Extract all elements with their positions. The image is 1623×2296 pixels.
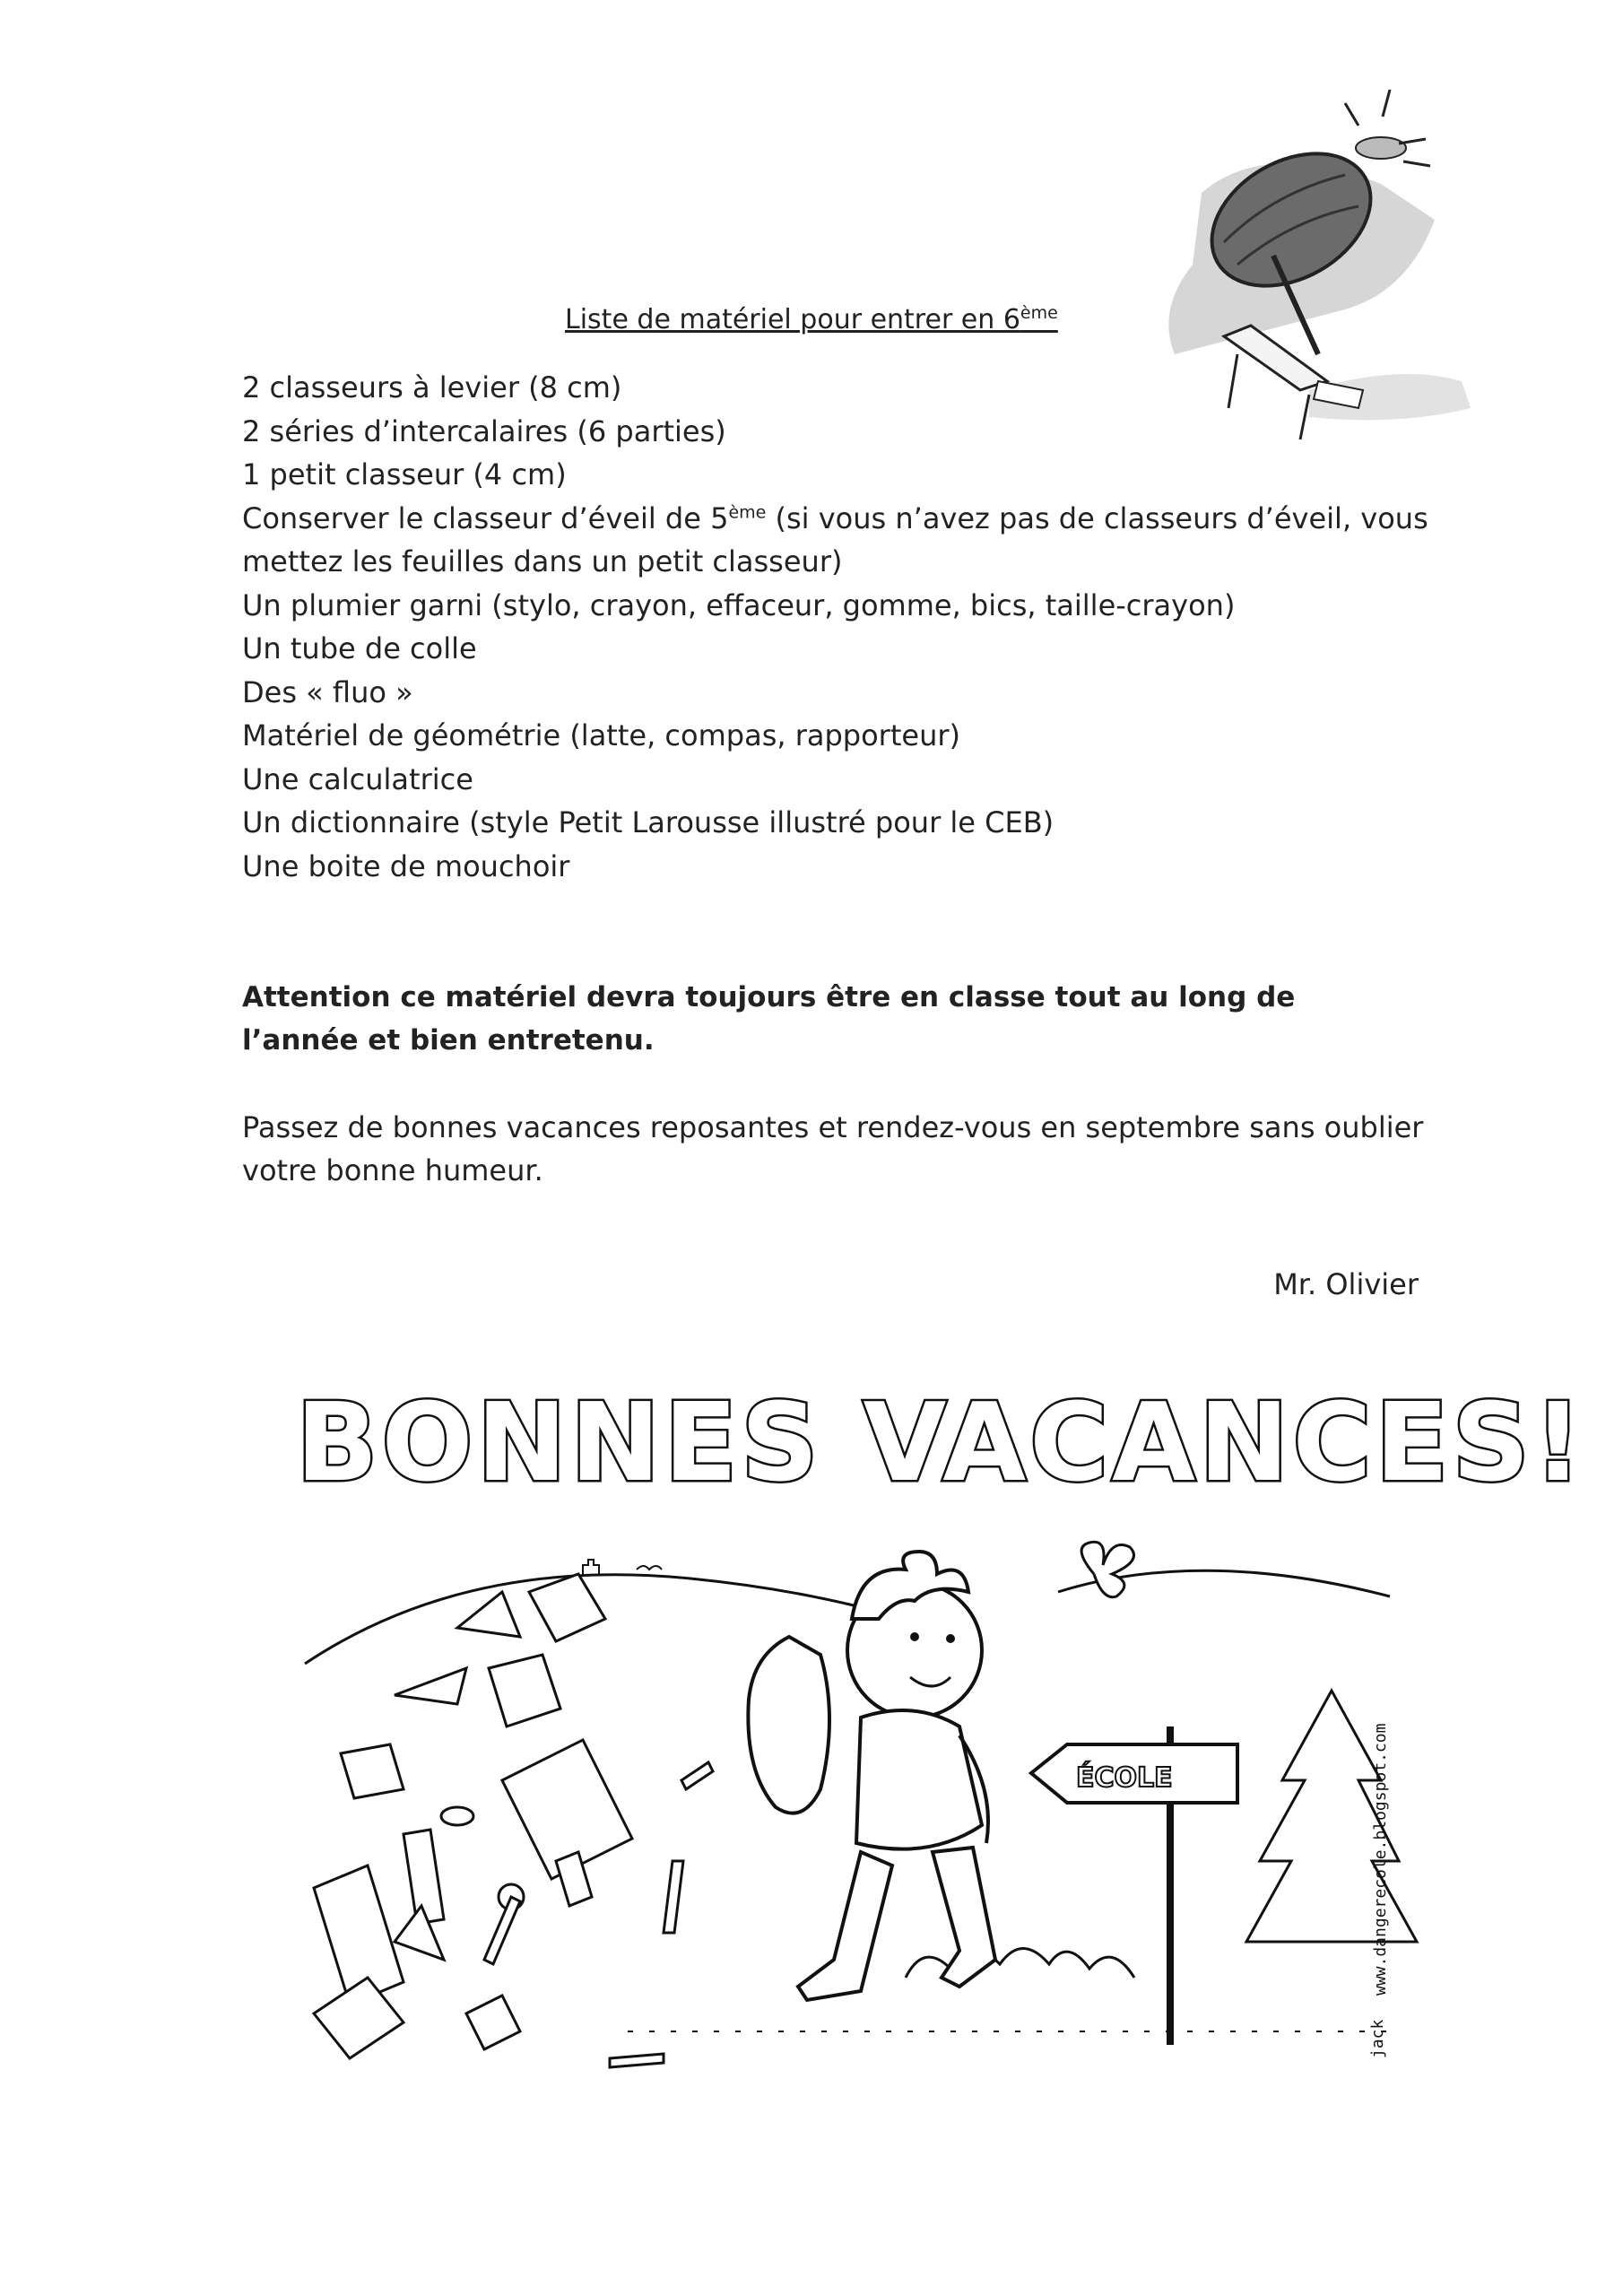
list-title <box>565 303 1058 335</box>
list-item: 1 petit classeur (4 cm) <box>242 457 567 491</box>
closing-message: Passez de bonnes vacances reposantes et rendez-vous en septembre sans oublier votre bonne humeur. <box>242 1110 1424 1187</box>
website-credit: www.dangerecole.blogspot.com <box>1371 1723 1390 1996</box>
list-item: Un dictionnaire (style Petit Larousse illustré pour le CEB) <box>242 805 1055 839</box>
list-item-text: (si vous n’avez pas de classeurs d’éveil, vous mettez les feuilles dans un petit classeur) <box>242 500 1428 578</box>
school-sign-text: ÉCOLE <box>1076 1762 1173 1794</box>
warning-note: Attention ce matériel devra toujours être en classe tout au long de l’année et bien entretenu. <box>242 981 1296 1057</box>
butterfly-icon <box>1081 1542 1133 1596</box>
supplies-list <box>242 366 1435 888</box>
bushes-icon <box>906 1949 1134 1979</box>
hill-line <box>305 1575 933 1664</box>
list-item <box>242 497 1435 584</box>
list-item-superscript: ème <box>728 501 767 522</box>
list-item: 2 classeurs à levier (8 cm) <box>242 370 622 404</box>
list-item: Matériel de géométrie (latte, compas, rapporteur) <box>242 718 960 752</box>
boy-illustration <box>748 1552 995 2000</box>
signature: Mr. Olivier <box>1273 1267 1419 1301</box>
list-item-text: Conserver le classeur d’éveil de 5 <box>242 500 729 535</box>
banner-text: BONNES VACANCES! <box>296 1381 1586 1506</box>
list-item: Un tube de colle <box>242 631 477 665</box>
list-item: Des « fluo » <box>242 674 413 709</box>
castle-icon <box>583 1560 599 1576</box>
list-item: 2 séries d’intercalaires (6 parties) <box>242 413 726 448</box>
bird-icon <box>637 1566 662 1570</box>
school-supplies-illustration <box>314 1574 713 2067</box>
list-title-text: Liste de matériel pour entrer en 6 <box>565 304 1020 335</box>
list-item: Un plumier garni (stylo, crayon, effaceur, gomme, bics, taille-crayon) <box>242 587 1236 622</box>
list-title-superscript: ème <box>1020 303 1058 323</box>
list-item: Une calculatrice <box>242 761 473 796</box>
artist-signature: jack <box>1368 2019 1387 2058</box>
vacation-illustration <box>287 1350 1586 2139</box>
tree-icon <box>1246 1691 1417 1942</box>
list-item: Une boite de mouchoir <box>242 848 570 883</box>
